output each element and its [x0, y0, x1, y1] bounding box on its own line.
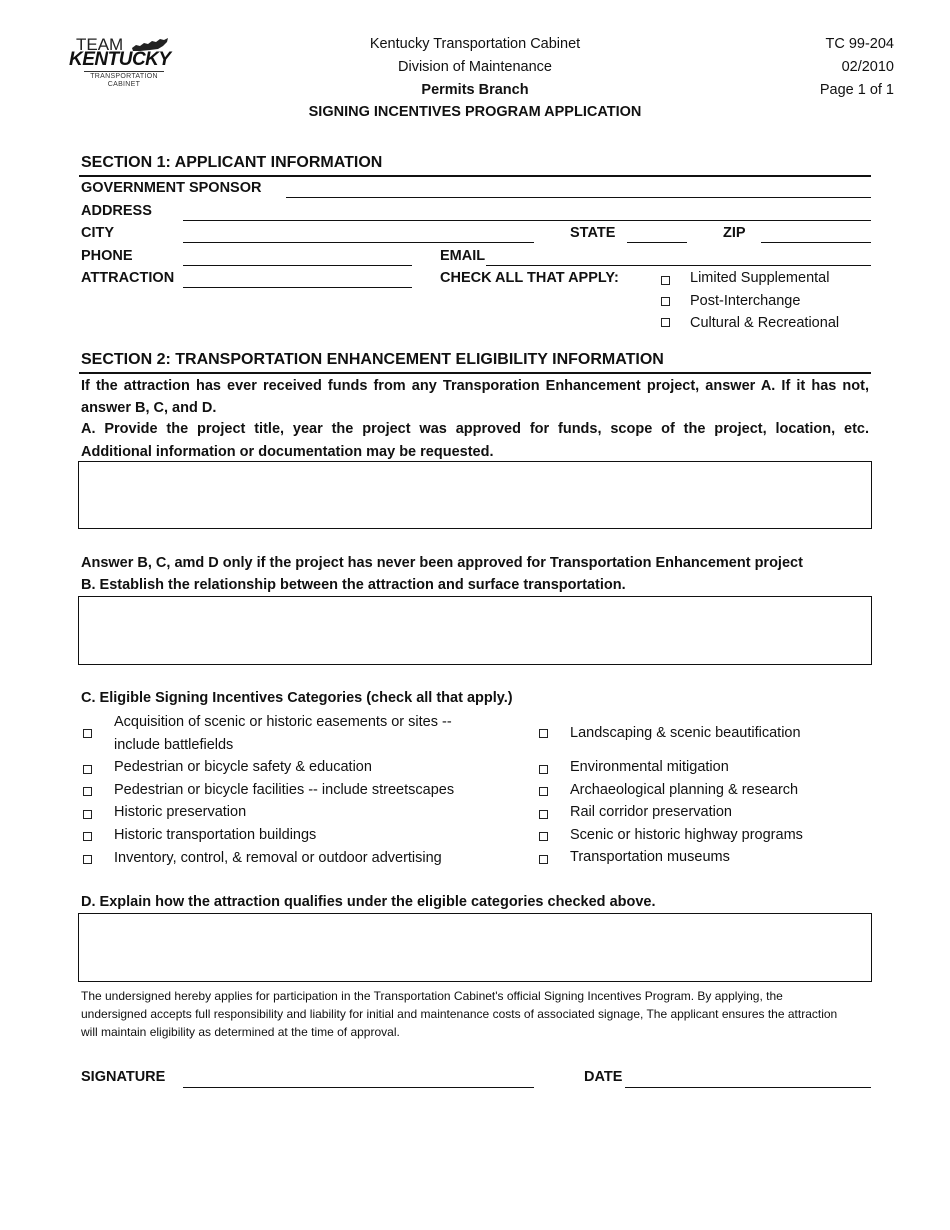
answer-d-box[interactable] [78, 913, 872, 982]
bcd-note: Answer B, C, amd D only if the project has never been approved for Transportation Enhancement project [81, 555, 803, 571]
section2-intro-line2: answer B, C, and D. [81, 400, 217, 416]
category-checkbox-landscaping[interactable] [539, 729, 548, 738]
phone-field[interactable] [183, 265, 412, 266]
question-c-heading: C. Eligible Signing Incentives Categories (check all that apply.) [81, 690, 513, 706]
category-checkbox-historic-preservation[interactable] [83, 810, 92, 819]
category-checkbox-archaeological[interactable] [539, 787, 548, 796]
form-number: TC 99-204 [825, 36, 894, 52]
declaration-text: The undersigned hereby applies for participation in the Transportation Cabinet's official Signing Incentives Program. By applying, the undersigned accepts full responsibility and liability for initial and maintenance costs of associated signage, The applicant ensures the attraction will maintain eligibility as determined at the time of approval. [81, 989, 838, 1039]
signature-field[interactable] [183, 1087, 534, 1088]
city-label: CITY [81, 225, 115, 241]
date-field[interactable] [625, 1087, 871, 1088]
page-title: SIGNING INCENTIVES PROGRAM APPLICATION [308, 104, 642, 120]
form-date: 02/2010 [841, 59, 894, 75]
attraction-label: ATTRACTION [81, 270, 175, 286]
category-checkbox-scenic-highway[interactable] [539, 832, 548, 841]
answer-b-box[interactable] [78, 596, 872, 665]
option-label-cultural-recreational: Cultural & Recreational [690, 315, 840, 331]
category-label-scenic-highway: Scenic or historic highway programs [570, 827, 803, 843]
section2-rule [79, 372, 871, 374]
header-org: Kentucky Transportation Cabinet [369, 36, 581, 52]
signature-label: SIGNATURE [81, 1069, 166, 1085]
header-division: Division of Maintenance [398, 59, 552, 75]
address-field[interactable] [183, 220, 871, 221]
option-checkbox-cultural-recreational[interactable] [661, 318, 670, 327]
logo-kentucky-text: KENTUCKY [69, 49, 171, 70]
category-checkbox-environmental[interactable] [539, 765, 548, 774]
category-label-scenic-easements-line1: Acquisition of scenic or historic easements or sites -- [114, 714, 452, 730]
answer-a-box[interactable] [78, 461, 872, 529]
option-label-limited-supplemental: Limited Supplemental [690, 270, 830, 286]
category-checkbox-scenic-easements[interactable] [83, 729, 92, 738]
question-d: D. Explain how the attraction qualifies under the eligible categories checked above. [81, 894, 656, 910]
check-all-label: CHECK ALL THAT APPLY: [440, 270, 619, 286]
category-label-environmental: Environmental mitigation [570, 759, 729, 775]
category-label-rail-corridor: Rail corridor preservation [570, 804, 732, 820]
section2-heading: SECTION 2: TRANSPORTATION ENHANCEMENT ELIGIBILITY INFORMATION [81, 351, 664, 368]
category-label-outdoor-advertising: Inventory, control, & removal or outdoor advertising [114, 850, 442, 866]
category-checkbox-historic-buildings[interactable] [83, 832, 92, 841]
category-label-historic-preservation: Historic preservation [114, 804, 247, 820]
category-checkbox-rail-corridor[interactable] [539, 810, 548, 819]
header-branch: Permits Branch [421, 82, 529, 98]
category-label-museums: Transportation museums [570, 849, 730, 865]
logo-sub-line2: CABINET [107, 81, 141, 88]
state-field[interactable] [627, 242, 687, 243]
category-checkbox-ped-bike-safety[interactable] [83, 765, 92, 774]
date-label: DATE [584, 1069, 623, 1085]
question-b: B. Establish the relationship between the attraction and surface transportation. [81, 577, 626, 593]
category-label-landscaping: Landscaping & scenic beautification [570, 725, 801, 741]
email-label: EMAIL [440, 248, 486, 264]
page-number: Page 1 of 1 [819, 82, 894, 98]
category-label-ped-bike-facilities: Pedestrian or bicycle facilities -- include streetscapes [114, 782, 455, 798]
option-checkbox-post-interchange[interactable] [661, 297, 670, 306]
city-field[interactable] [183, 242, 534, 243]
logo-team-text: TEAM [76, 35, 124, 54]
option-checkbox-limited-supplemental[interactable] [661, 276, 670, 285]
address-label: ADDRESS [81, 203, 152, 219]
category-label-archaeological: Archaeological planning & research [570, 782, 799, 798]
attraction-field[interactable] [183, 287, 412, 288]
logo-sub-line1: TRANSPORTATION [90, 73, 158, 80]
category-label-scenic-easements-line2: include battlefields [114, 737, 234, 753]
section1-heading: SECTION 1: APPLICANT INFORMATION [81, 154, 383, 171]
category-checkbox-ped-bike-facilities[interactable] [83, 787, 92, 796]
zip-field[interactable] [761, 242, 871, 243]
phone-label: PHONE [81, 248, 133, 264]
section2-intro-line1: If the attraction has ever received funds from any Transporation Enhancement project, answer A. If it has not, [81, 378, 869, 394]
section1-rule [79, 175, 871, 177]
zip-label: ZIP [723, 225, 746, 241]
category-label-historic-buildings: Historic transportation buildings [114, 827, 317, 843]
category-checkbox-outdoor-advertising[interactable] [83, 855, 92, 864]
email-field[interactable] [486, 265, 871, 266]
sponsor-label: GOVERNMENT SPONSOR [81, 180, 262, 196]
category-label-ped-bike-safety: Pedestrian or bicycle safety & education [114, 759, 372, 775]
option-label-post-interchange: Post-Interchange [690, 293, 801, 309]
question-a-line2: Additional information or documentation may be requested. [81, 444, 494, 460]
question-a-line1: A. Provide the project title, year the project was approved for funds, scope of the project, location, etc. [81, 421, 869, 437]
sponsor-field[interactable] [286, 197, 871, 198]
category-checkbox-museums[interactable] [539, 855, 548, 864]
state-label: STATE [570, 225, 616, 241]
